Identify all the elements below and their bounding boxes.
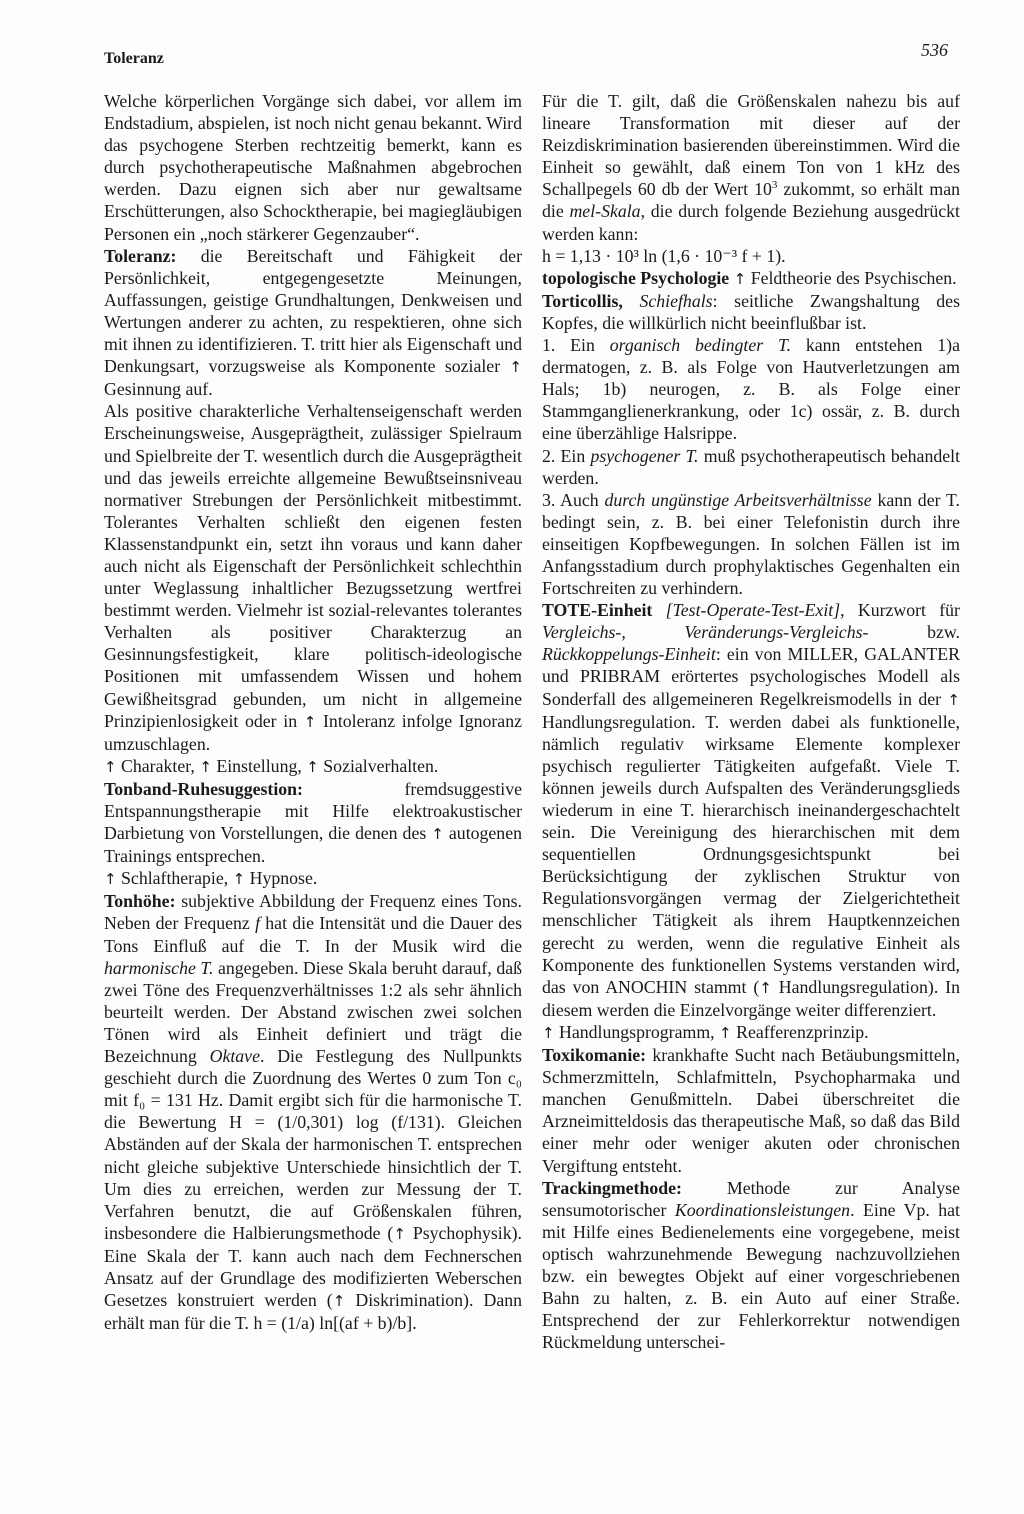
entry-toleranz: [104, 245, 522, 401]
emphasis: Vergleichs-, Veränderungs-Vergleichs-: [542, 622, 869, 643]
emphasis: mel-Skala: [569, 201, 641, 222]
up-arrow-icon: ↑: [332, 1292, 346, 1311]
definition-text: Für die T. gilt, daß die Größenskalen nahezu bis auf lineare Transformation mit dieser auf der Reizdiskrimination basierenden übereinstimmen. Wird die Einheit so gewählt, daß einem Ton von 1 kHz des Schallpegels 60 db der Wert 10: [542, 91, 960, 200]
cross-reference[interactable]: Reafferenzprinzip.: [736, 1021, 869, 1042]
entry-term: Torticollis,: [542, 290, 623, 311]
definition-text: Methode zur Analyse sensumotorischer: [542, 1177, 960, 1220]
up-arrow-icon: ↑: [947, 690, 960, 709]
entry-term: Tonband-Ruhesuggestion:: [104, 778, 303, 799]
cross-reference[interactable]: Feldtheorie des Psychischen.: [750, 267, 957, 288]
entry-tote-einheit: [542, 599, 960, 1021]
emphasis: harmonische T.: [104, 957, 214, 978]
item-text: kann entstehen 1)a dermatogen, z. B. als Folge von Hautverletzungen am Hals; 1b) neurogen, z. B. als Folge einer Stammganglienerkrankung, oder 1c) ossär, z. B. durch eine überzählige Halsrippe.: [542, 335, 960, 444]
item-text: 2. Ein: [542, 445, 586, 466]
emphasis: organisch bedingter T.: [609, 335, 792, 356]
exponent: 3: [771, 179, 778, 192]
definition-text: , die durch folgende Beziehung ausgedrückt werden kann:: [542, 201, 960, 244]
up-arrow-icon: ↑: [719, 1023, 732, 1042]
entry-term: Toleranz:: [104, 245, 177, 266]
emphasis: Rückkoppelungs-Einheit: [542, 644, 716, 665]
up-arrow-icon: ↑: [199, 757, 212, 776]
up-arrow-icon: ↑: [431, 825, 444, 844]
item-text: muß psychotherapeutisch behandelt werden.: [542, 445, 961, 488]
formula: h = 1,13 · 10³ ln (1,6 · 10⁻³ f + 1).: [542, 245, 786, 266]
item-text: kann der T. bedingt sein, z. B. bei einer Telefonistin durch ihre einseitigen Kopfbewegungen. In solchen Fällen ist im Anfangsstadium durch prophylaktisches Gegenhalten ein Fortschreiten zu verhindern.: [542, 489, 960, 599]
running-head: Toleranz: [104, 50, 164, 67]
entry-term: TOTE-Einheit: [542, 600, 653, 621]
emphasis: Oktave: [209, 1046, 260, 1067]
entry-topologische-psychologie: [542, 267, 960, 290]
formula-variable: f: [255, 913, 261, 934]
numbered-item: [542, 445, 960, 489]
expansion: [Test-Operate-Test-Exit]: [665, 600, 841, 621]
cross-reference[interactable]: Hypnose.: [249, 868, 318, 889]
paragraph: [104, 400, 522, 755]
definition-text: : seitliche Zwangshaltung des Kopfes, die willkürlich nicht beeinflußbar ist.: [542, 290, 960, 333]
entry-term: Tonhöhe:: [104, 891, 176, 912]
cross-reference[interactable]: Sozialverhalten.: [323, 755, 439, 776]
see-also-line: [542, 1021, 960, 1044]
up-arrow-icon: ↑: [733, 269, 747, 288]
up-arrow-icon: ↑: [759, 978, 772, 997]
numbered-item: [542, 489, 960, 599]
entry-tonhoehe: [104, 890, 522, 1334]
cross-reference[interactable]: Handlungsregulation. T. werden dabei als funktionelle, nämlich regulativ wirksame Elemente komplexer psychisch regulierter Tätigkeiten aufgefaßt. Viele T. können jeweils durch Aufspalten des Veränderungsglieds wiederum in eine T. hierarchisch ineinandergeschachtelt sein. Die Vereinigung des hierarchischen mit dem sequentiellen Ordnungsgesichtspunkt bei Berücksichtigung der zyklischen Struktur von Regulationsvorgängen vermag der Zielgerichtetheit menschlicher Tätigkeit als ihrem Hauptkennzeichen gerecht zu werden, wenn die regulative Einheit als Komponente des funktionellen Systems verstanden wird, das von ANOCHIN stammt (: [542, 711, 960, 997]
emphasis: durch ungünstige Arbeitsverhältnisse: [604, 489, 872, 510]
definition-text: krankhafte Sucht nach Betäubungsmitteln, Schmerzmitteln, Schlafmitteln, Psychopharmaka und manchen Genußmitteln. Dabei überschreitet die Arzneimitteldosis das therapeutische Maß, so daß das Bild einer mehr oder weniger akuten oder chronischen Vergiftung entsteht.: [542, 1045, 960, 1176]
up-arrow-icon: ↑: [104, 870, 117, 889]
entry-term: topologische Psychologie: [542, 267, 730, 288]
definition-text: subjektive Abbildung der Frequenz eines Tons. Neben der Frequenz: [104, 891, 522, 934]
definition-text: Als positive charakterliche Verhaltenseigenschaft werden Erscheinungsweise, Ausgeprägtheit, zulässiger Spielraum und Spielbreite der T. wesentlich durch die Ausgeprägtheit und das jeweils erreichte allgemeine Bewußtseinsniveau normativer Strebungen der Persönlichkeit mitbestimmt. Tolerantes Verhalten schließt den eigenen festen Klassenstandpunkt ein, setzt ihn voraus und kann daher auch nicht als Eigenschaft der Persönlichkeit schlechthin unter Weglassung inhaltlicher Bezugssetzung wertfrei bestimmt werden. Vielmehr ist sozial-relevantes tolerantes Verhalten als positiver Charakterzug an Gesinnungsfestigkeit, klare politisch-ideologische Positionen mit umfassendem Wissen und hohem Gewißheitsgrad gebunden, um nicht in allgemeine Prinzipienlosigkeit oder in: [104, 401, 522, 731]
right-column: [542, 90, 960, 1353]
entry-term: Trackingmethode:: [542, 1177, 682, 1198]
left-column: [104, 90, 522, 1334]
cross-reference[interactable]: Charakter,: [121, 755, 195, 776]
emphasis: Koordinationsleistungen: [674, 1199, 851, 1220]
cross-reference[interactable]: Handlungsregulation). In diesem werden die Einzelvorgänge weiter differenziert.: [542, 976, 960, 1020]
item-text: 1. Ein: [542, 335, 595, 356]
up-arrow-icon: ↑: [509, 358, 522, 377]
definition-text: fremdsuggestive Entspannungstherapie mit Hilfe elektroakustischer Darbietung von Vorstellungen, die denen des: [104, 778, 522, 844]
synonym: Schiefhals: [639, 290, 713, 311]
see-also-line: [104, 755, 522, 778]
cross-reference[interactable]: Gesinnung auf.: [104, 379, 213, 400]
cross-reference[interactable]: Diskrimination). Dann erhält man für die T. h = (1/a) ln[(af + b)/b].: [104, 1290, 523, 1334]
entry-trackingmethode: [542, 1177, 960, 1354]
definition-text: , Kurzwort für: [840, 600, 960, 621]
definition-text: die Bereitschaft und Fähigkeit der Persönlichkeit, entgegengesetzte Meinungen, Auffassungen, geistige Grundhaltungen, Denkweisen und Wertungen anderer zu achten, zu respektieren, ohne sich mit ihnen zu identifizieren. T. tritt hier als Eigenschaft und Denkungsart, vorzugsweise als Komponente sozialer: [104, 245, 522, 377]
cross-reference[interactable]: Schlaftherapie,: [121, 868, 229, 889]
cross-reference[interactable]: Psychophysik). Eine Skala der T. kann auch nach dem Fechnerschen Ansatz auf der Grundlage des modifizierten Weberschen Gesetzes konstruiert werden (: [104, 1222, 522, 1311]
see-also-line: [104, 867, 522, 890]
numbered-item: [542, 334, 960, 444]
emphasis: psychogener T.: [590, 445, 699, 466]
definition-text: . Eine Vp. hat mit Hilfe eines Bedienelements eine vorgegebene, meist optisch wahrzunehmende Bewegung nachzuvollziehen bzw. ein bewegtes Objekt auf einer vorgeschriebenen Bahn zu halten, z. B. ein Auto auf einer Straße. Entsprechend der zur Fehlerkorrektur notwendigen Rückmeldung unterschei-: [542, 1199, 960, 1353]
entry-tonband: [104, 778, 522, 867]
definition-text: zukommt, so erhält man die: [542, 179, 960, 222]
item-text: 3. Auch: [542, 489, 599, 510]
definition-text: hat die Intensität und die Dauer des Tons Einfluß auf die T. In der Musik wird die: [104, 913, 522, 956]
definition-text: . Die Festlegung des Nullpunkts geschieht durch die Zuordnung des Wertes 0 zum Ton c₀ mit f₀ = 131 Hz. Damit ergibt sich für die harmonische T. die Bewertung H = (1/0,301) log (f/131). Gleichen Abständen auf der Skala der harmonischen T. entsprechen nicht gleiche subjektive Unterschiede hinsichtlich der T. Um dies zu erreichen, werden zur Messung der T. Verfahren benutzt, die auf Größenskalen führen, insbesondere die Halbierungsmethode (: [104, 1046, 522, 1243]
cross-reference[interactable]: autogenen Trainings entsprechen.: [104, 823, 522, 867]
up-arrow-icon: ↑: [542, 1023, 555, 1042]
up-arrow-icon: ↑: [104, 757, 117, 776]
up-arrow-icon: ↑: [393, 1224, 406, 1243]
entry-term: Toxikomanie:: [542, 1045, 647, 1066]
intro-paragraph: Welche körperlichen Vorgänge sich dabei, vor allem im Endstadium, abspielen, ist noch nicht genau bekannt. Wird das psychogene Sterben rechtzeitig bemerkt, kann es durch psychotherapeutische Maßnahmen abgebrochen werden. Dazu eignen sich aber nur gewaltsame Erschütterungen, also Schocktherapie, bei magiegläubigen Personen ein „noch stärkerer Gegenzauber“.: [104, 91, 522, 244]
entry-torticollis: [542, 290, 960, 334]
up-arrow-icon: ↑: [303, 712, 317, 731]
up-arrow-icon: ↑: [232, 870, 246, 889]
cross-reference[interactable]: Handlungsprogramm,: [559, 1021, 715, 1042]
cross-reference[interactable]: Einstellung,: [216, 755, 302, 776]
paragraph: [542, 90, 960, 245]
entry-toxikomanie: [542, 1044, 960, 1177]
cross-reference[interactable]: Intoleranz infolge Ignoranz umzuschlagen.: [104, 710, 522, 754]
page-number: 536: [921, 40, 948, 60]
definition-text: : ein von MILLER, GALANTER und PRIBRAM erörtertes psychologisches Modell als Sonderfall des allgemeineren Regelkreismodells in der: [542, 644, 960, 709]
up-arrow-icon: ↑: [306, 757, 319, 776]
definition-text: bzw.: [927, 622, 960, 643]
definition-text: angegeben. Diese Skala beruht darauf, daß zwei Töne des Frequenzverhältnisses 1:2 als sehr ähnlich beurteilt werden. Der Abstand zwischen zwei solchen Tönen wird als Einheit definiert und trägt die Bezeichnung: [104, 957, 522, 1067]
